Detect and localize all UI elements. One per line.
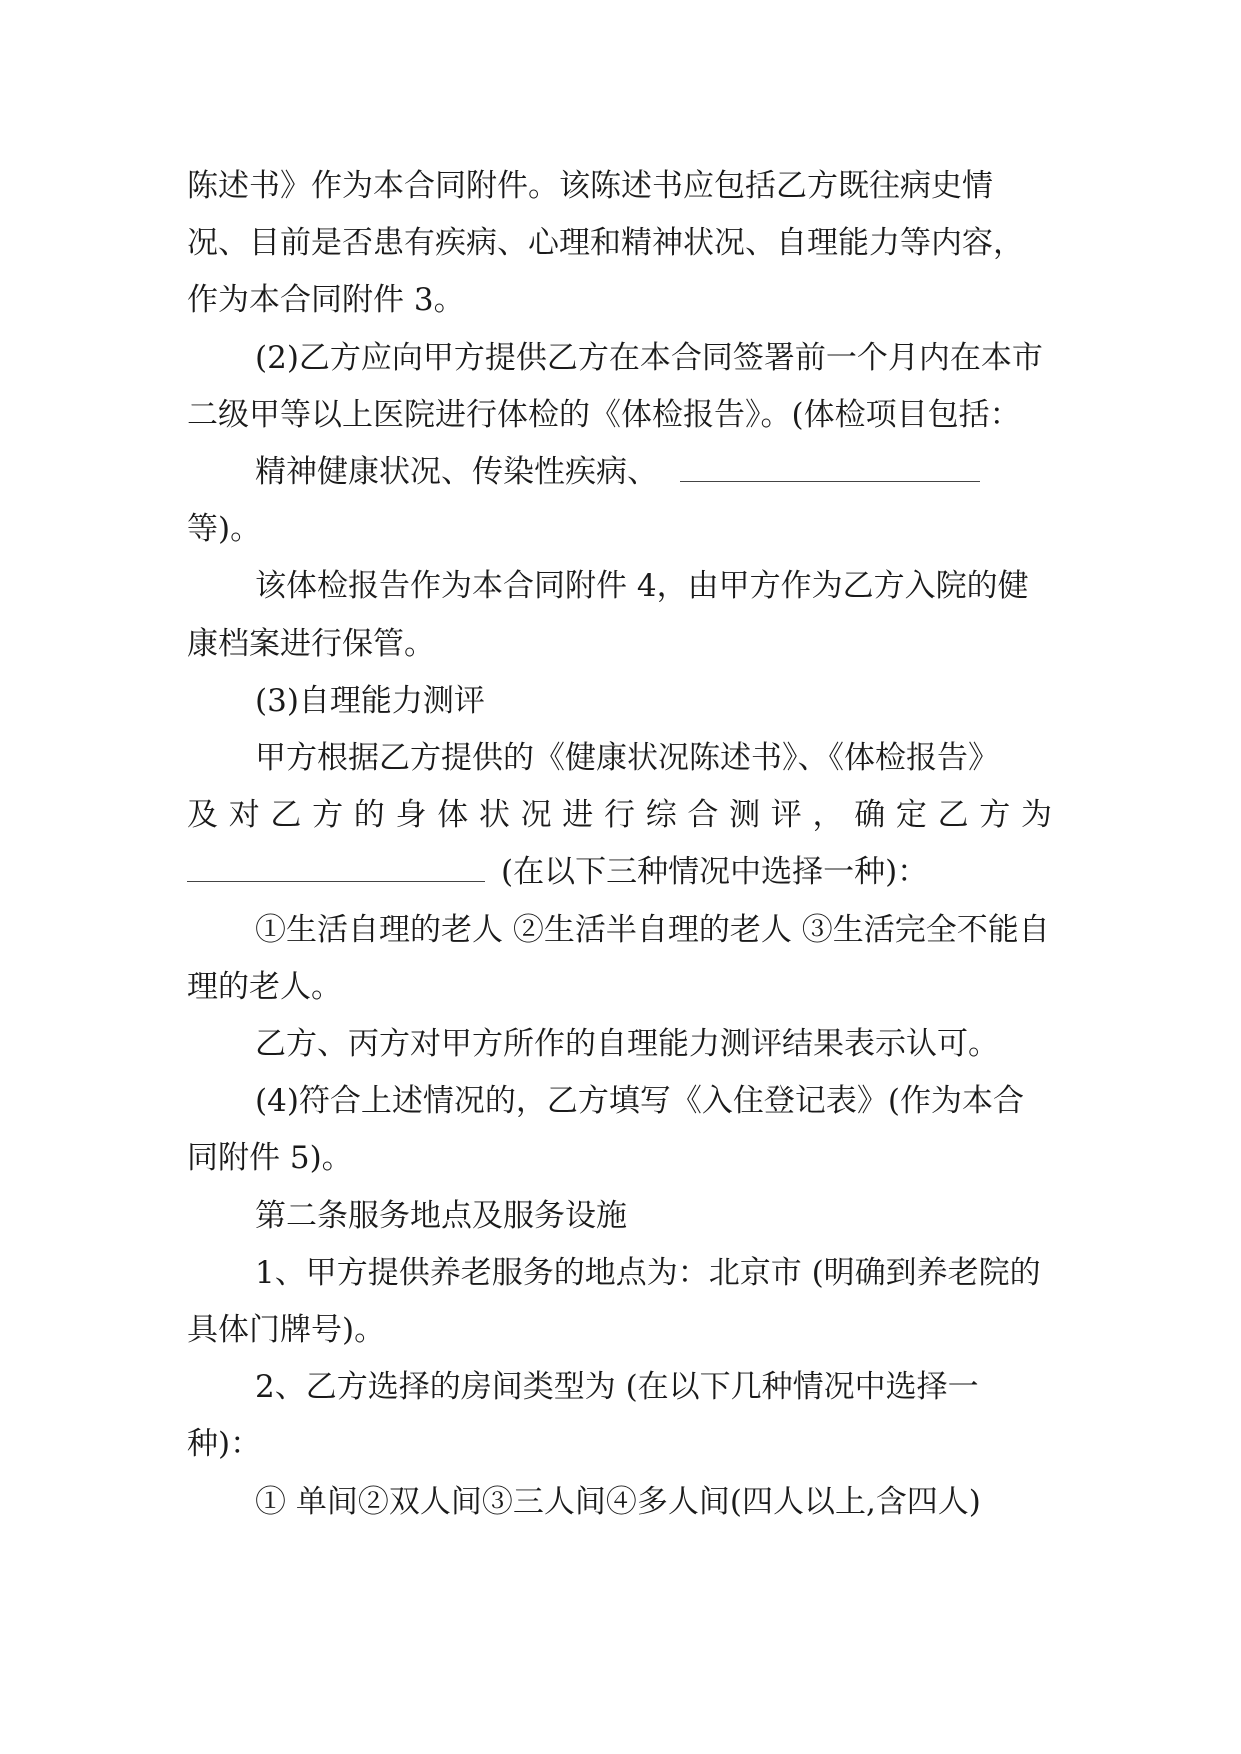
paragraph-self-care-options: ①生活自理的老人 ②生活半自理的老人 ③生活完全不能自理的老人。	[187, 911, 1050, 1005]
paragraph-self-care-heading: (3)自理能力测评	[255, 682, 485, 719]
paragraph-report-archive: 该体检报告作为本合同附件 4，由甲方作为乙方入院的健康档案进行保管。	[187, 568, 1029, 662]
exam-items-text: 精神健康状况、传染性疾病、	[255, 454, 658, 491]
paragraph-exam-items	[187, 444, 1052, 558]
paragraph-assessment-line2: 及对乙方的身体状况进行综合测评，确定乙方为	[187, 797, 1052, 834]
paragraph-registration: (4)符合上述情况的，乙方填写《入住登记表》(作为本合同附件 5)。	[187, 1083, 1025, 1177]
paragraph-medical-report: (2)乙方应向甲方提供乙方在本合同签署前一个月内在本市二级甲等以上医院进行体检的《体检报告》。(体检项目包括：	[187, 339, 1043, 433]
exam-items-suffix: 等)。	[187, 511, 262, 548]
section-heading-article-2: 第二条服务地点及服务设施	[255, 1197, 627, 1234]
document-body	[187, 158, 1052, 1531]
paragraph-room-type: 2、乙方选择的房间类型为 (在以下几种情况中选择一种)：	[187, 1369, 979, 1463]
paragraph-service-location: 1、甲方提供养老服务的地点为：北京市 (明确到养老院的具体门牌号)。	[187, 1254, 1041, 1349]
paragraph-assessment-line3	[187, 844, 1052, 901]
paragraph-health-statement: 陈述书》作为本合同附件。该陈述书应包括乙方既往病史情况、目前是否患有疾病、心理和精神状况、自理能力等内容，作为本合同附件 3。	[187, 168, 1024, 319]
paragraph-assessment-line1: 甲方根据乙方提供的《健康状况陈述书》、《体检报告》	[255, 740, 999, 777]
exam-items-blank	[680, 455, 980, 482]
assessment-blank	[187, 855, 485, 882]
assessment-choice-text: (在以下三种情况中选择一种)：	[501, 854, 929, 891]
paragraph-acknowledge: 乙方、丙方对甲方所作的自理能力测评结果表示认可。	[255, 1026, 999, 1063]
paragraph-room-options: ① 单间②双人间③三人间④多人间(四人以上,含四人)	[255, 1483, 981, 1520]
